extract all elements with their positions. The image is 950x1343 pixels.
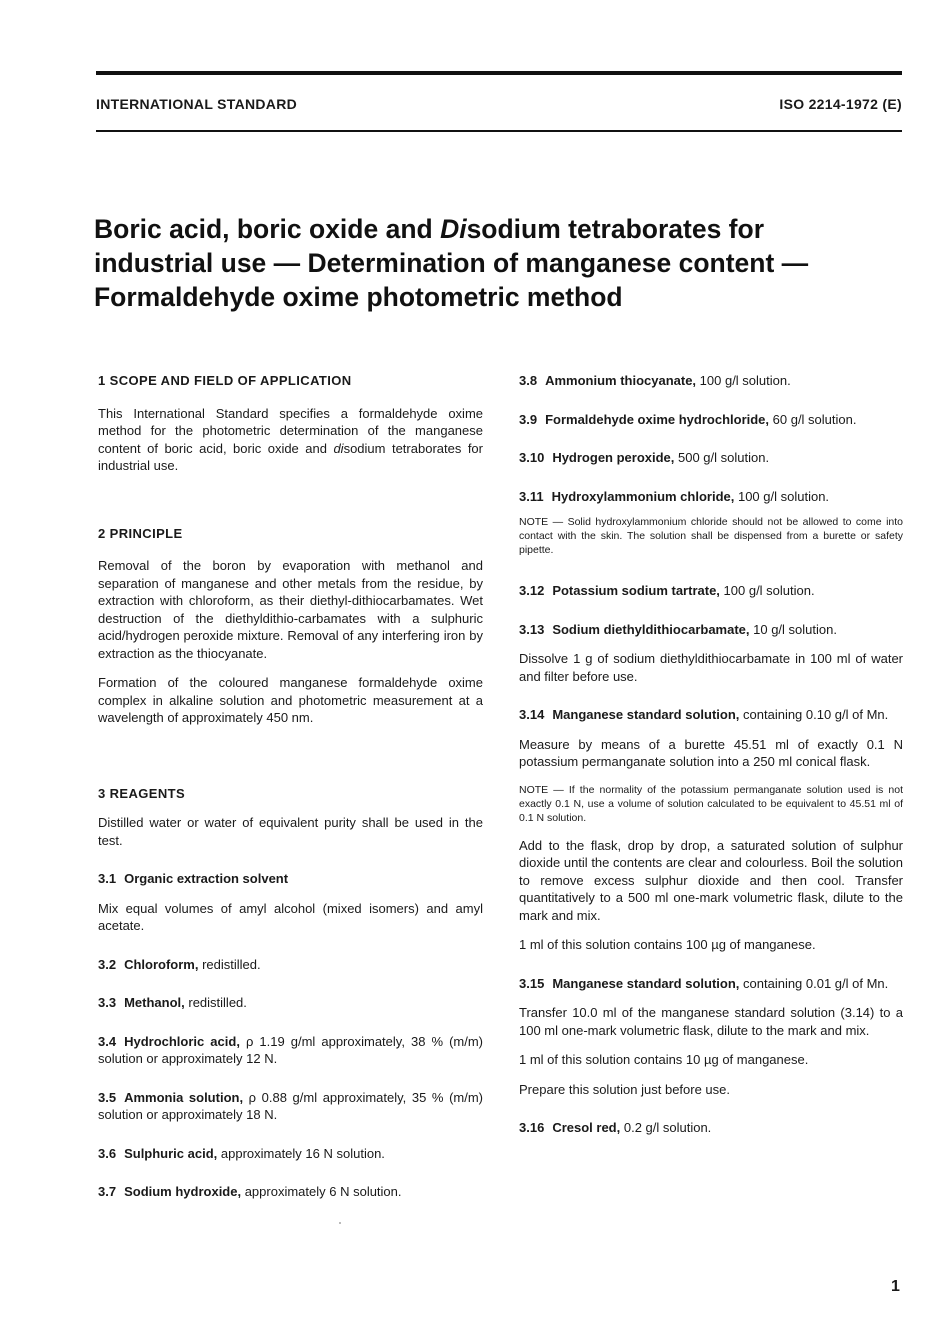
reagent-3-12: 3.12 Potassium sodium tartrate, 100 g/l solution. [519, 583, 815, 598]
section-2-heading: 2 PRINCIPLE [98, 525, 183, 541]
scan-speck [339, 1222, 341, 1224]
left-column [98, 372, 483, 1201]
reagent-3-6: 3.6 Sulphuric acid, approximately 16 N solution. [98, 1145, 385, 1161]
section-1-text: This International Standard specifies a formaldehyde oxime method for the photometric determination of the manganese content of boric acid, boric oxide and disodium tetraborates for industrial use. [98, 405, 483, 473]
section-3-intro: Distilled water or water of equivalent purity shall be used in the test. [98, 815, 483, 848]
header-rule [96, 130, 902, 132]
reagent-3-14-note: NOTE — If the normality of the potassium permanganate solution used is not exactly 0.1 N, use a volume of solution calculated to be equivalent to 45.51 ml of 0.1 N solution. [519, 783, 903, 824]
right-column [519, 372, 903, 1137]
reagent-3-16: 3.16 Cresol red, 0.2 g/l solution. [519, 1120, 712, 1135]
header-document-number: ISO 2214-1972 (E) [779, 96, 902, 112]
reagent-3-15: 3.15 Manganese standard solution, containing 0.01 g/l of Mn. [519, 975, 889, 991]
reagent-3-4: 3.4 Hydrochloric acid, ρ 1.19 g/ml approximately, 38 % (m/m) solution or approximately 12 N. [98, 1033, 484, 1066]
reagent-3-1-text: Mix equal volumes of amyl alcohol (mixed isomers) and amyl acetate. [98, 900, 483, 933]
section-2-paragraph-1: Removal of the boron by evaporation with methanol and separation of manganese and other metals from the residue, by extraction with chloroform, as their diethyl-dithiocarbamates. Wet destruction of the diethyldithio-carbamates with a sulphuric acid/hydrogen peroxide mixture. Removal of any interfering iron by extraction as the thiocyanate. [98, 558, 483, 661]
reagent-3-3: 3.3 Methanol, redistilled. [98, 995, 247, 1010]
reagent-3-14-paragraph-1: Measure by means of a burette 45.51 ml of exactly 0.1 N potassium permanganate solution into a 250 ml conical flask. [519, 736, 903, 769]
reagent-3-7: 3.7 Sodium hydroxide, approximately 6 N solution. [98, 1184, 402, 1199]
reagent-3-11: 3.11 Hydroxylammonium chloride, 100 g/l solution. [519, 488, 830, 504]
section-1-heading: 1 SCOPE AND FIELD OF APPLICATION [98, 373, 352, 388]
reagent-3-11-note: NOTE — Solid hydroxylammonium chloride should not be allowed to come into contact with the skin. The solution shall be dispensed from a burette or safety pipette. [519, 516, 903, 556]
reagent-3-14-paragraph-3: 1 ml of this solution contains 100 µg of manganese. [519, 937, 816, 952]
reagent-3-15-paragraph-2: 1 ml of this solution contains 10 µg of manganese. [519, 1052, 809, 1067]
section-3-heading: 3 REAGENTS [98, 785, 186, 801]
reagent-3-15-paragraph-1: Transfer 10.0 ml of the manganese standard solution (3.14) to a 100 ml one-mark volumetric flask, dilute to the mark and mix. [519, 1005, 903, 1038]
reagent-3-14-paragraph-2: Add to the flask, drop by drop, a saturated solution of sulphur dioxide until the contents are clear and colourless. Boil the solution to remove excess sulphur dioxide and then cool. Transfer quantitatively to a 500 ml one-mark volumetric flask, dilute to the mark and mix. [519, 837, 903, 923]
page-number: 1 [891, 1278, 900, 1295]
reagent-3-8: 3.8 Ammonium thiocyanate, 100 g/l solution. [519, 373, 791, 388]
reagent-3-13-text: Dissolve 1 g of sodium diethyldithiocarbamate in 100 ml of water and filter before use. [519, 651, 903, 684]
reagent-3-5: 3.5 Ammonia solution, ρ 0.88 g/ml approximately, 35 % (m/m) solution or approximately 18 N. [98, 1089, 483, 1122]
reagent-3-10: 3.10 Hydrogen peroxide, 500 g/l solution. [519, 450, 770, 465]
reagent-3-15-paragraph-3: Prepare this solution just before use. [519, 1081, 731, 1097]
document-title: Boric acid, boric oxide and Disodium tetraborates for industrial use — Determination of manganese content — Formaldehyde oxime photometric method [94, 214, 809, 312]
top-rule [96, 71, 902, 75]
reagent-3-14: 3.14 Manganese standard solution, containing 0.10 g/l of Mn. [519, 707, 889, 722]
section-2-paragraph-2: Formation of the coloured manganese formaldehyde oxime complex in alkaline solution and photometric measurement at a wavelength of approximately 450 nm. [98, 675, 483, 725]
header-standard-label: INTERNATIONAL STANDARD [96, 96, 298, 112]
reagent-3-9: 3.9 Formaldehyde oxime hydrochloride, 60 g/l solution. [519, 411, 857, 427]
reagent-3-2: 3.2 Chloroform, redistilled. [98, 956, 261, 972]
reagent-3-1: 3.1 Organic extraction solvent [98, 871, 289, 886]
reagent-3-13: 3.13 Sodium diethyldithiocarbamate, 10 g/l solution. [519, 621, 837, 637]
